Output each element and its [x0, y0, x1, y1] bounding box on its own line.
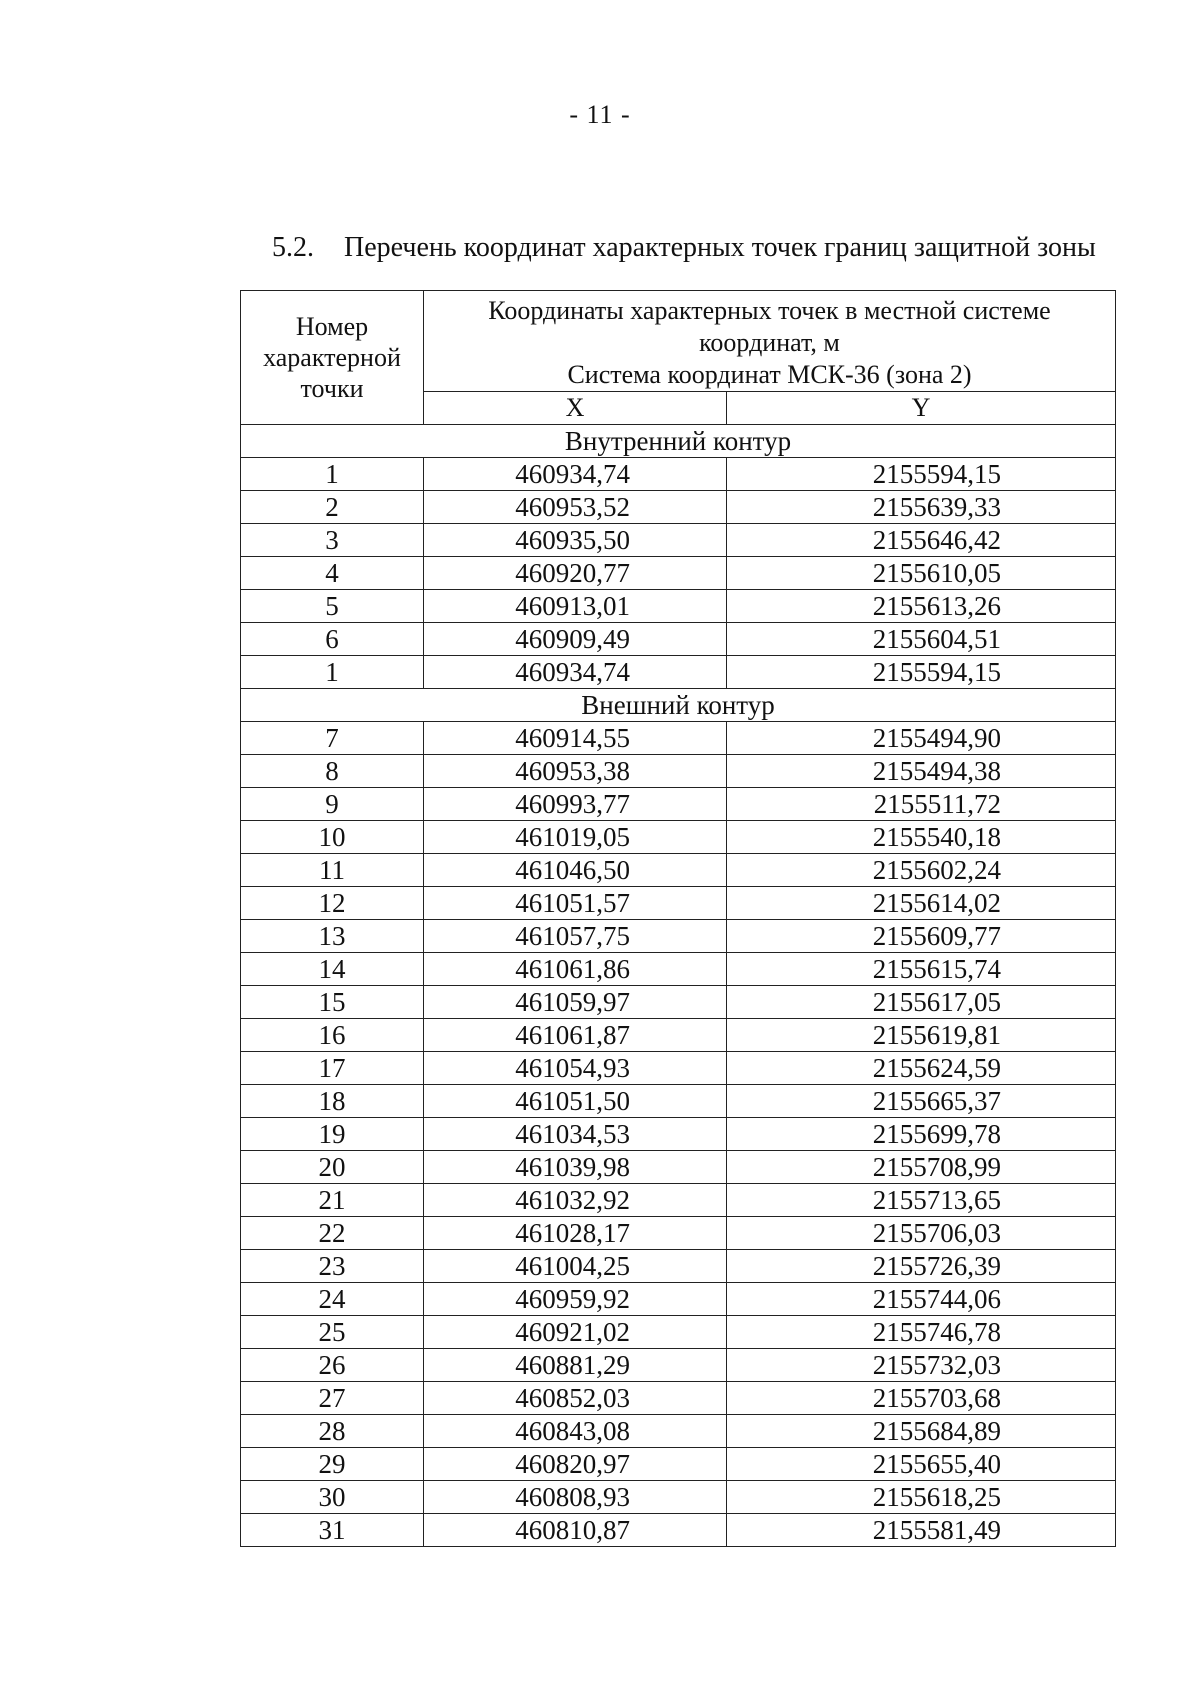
y-coordinate-cell: 2155726,39: [727, 1250, 1116, 1283]
y-coordinate-cell: 2155746,78: [727, 1316, 1116, 1349]
point-number-cell: 15: [241, 986, 424, 1019]
table-row: [241, 1085, 1116, 1118]
y-coordinate-cell: 2155609,77: [727, 920, 1116, 953]
y-coordinate-cell: 2155646,42: [727, 524, 1116, 557]
x-coordinate-cell: 460920,77: [424, 557, 727, 590]
header-row-main: [241, 291, 1116, 392]
x-coordinate-cell: 461059,97: [424, 986, 727, 1019]
x-coordinate-cell: 461004,25: [424, 1250, 727, 1283]
table-row: [241, 953, 1116, 986]
point-number-cell: 14: [241, 953, 424, 986]
section-row: [241, 689, 1116, 722]
y-coordinate-cell: 2155610,05: [727, 557, 1116, 590]
y-coordinate-cell: 2155665,37: [727, 1085, 1116, 1118]
x-coordinate-cell: 461046,50: [424, 854, 727, 887]
table-row: [241, 656, 1116, 689]
table-row: [241, 1316, 1116, 1349]
point-number-cell: 10: [241, 821, 424, 854]
point-number-cell: 7: [241, 722, 424, 755]
point-number-cell: 2: [241, 491, 424, 524]
x-coordinate-cell: 460820,97: [424, 1448, 727, 1481]
y-coordinate-cell: 2155494,38: [727, 755, 1116, 788]
point-number-cell: 9: [241, 788, 424, 821]
point-number-cell: 18: [241, 1085, 424, 1118]
x-coordinate-cell: 460993,77: [424, 788, 727, 821]
point-number-cell: 1: [241, 458, 424, 491]
x-coordinate-cell: 460810,87: [424, 1514, 727, 1547]
header-x: X: [424, 392, 727, 425]
table-row: [241, 1217, 1116, 1250]
point-number-cell: 17: [241, 1052, 424, 1085]
y-coordinate-cell: 2155744,06: [727, 1283, 1116, 1316]
x-coordinate-cell: 460914,55: [424, 722, 727, 755]
table-row: [241, 755, 1116, 788]
table-row: [241, 491, 1116, 524]
table-row: [241, 1052, 1116, 1085]
section-heading: Внешний контур: [241, 689, 1116, 722]
y-coordinate-cell: 2155703,68: [727, 1382, 1116, 1415]
section-heading: Внутренний контур: [241, 425, 1116, 458]
x-coordinate-cell: 461061,87: [424, 1019, 727, 1052]
table-header: [241, 291, 1116, 425]
header-coordinates-line1: Координаты характерных точек в местной системе координат, м: [488, 296, 1051, 357]
point-number-cell: 12: [241, 887, 424, 920]
point-number-cell: 16: [241, 1019, 424, 1052]
y-coordinate-cell: 2155713,65: [727, 1184, 1116, 1217]
y-coordinate-cell: 2155619,81: [727, 1019, 1116, 1052]
coordinates-table: [240, 290, 1116, 1547]
y-coordinate-cell: 2155699,78: [727, 1118, 1116, 1151]
section-title-text: Перечень координат характерных точек границ защитной зоны: [344, 232, 1096, 263]
point-number-cell: 5: [241, 590, 424, 623]
header-coordinates-line2: Система координат МСК-36 (зона 2): [567, 360, 972, 389]
point-number-cell: 21: [241, 1184, 424, 1217]
table-row: [241, 821, 1116, 854]
section-title: [272, 232, 1132, 264]
point-number-cell: 4: [241, 557, 424, 590]
y-coordinate-cell: 2155706,03: [727, 1217, 1116, 1250]
header-coordinates: [424, 291, 1116, 392]
y-coordinate-cell: 2155494,90: [727, 722, 1116, 755]
table-row: [241, 920, 1116, 953]
y-coordinate-cell: 2155594,15: [727, 458, 1116, 491]
x-coordinate-cell: 461032,92: [424, 1184, 727, 1217]
table-row: [241, 1019, 1116, 1052]
table-row: [241, 557, 1116, 590]
point-number-cell: 28: [241, 1415, 424, 1448]
table-row: [241, 1514, 1116, 1547]
point-number-cell: 25: [241, 1316, 424, 1349]
point-number-cell: 30: [241, 1481, 424, 1514]
section-number: 5.2.: [272, 232, 314, 263]
point-number-cell: 20: [241, 1151, 424, 1184]
x-coordinate-cell: 460953,52: [424, 491, 727, 524]
x-coordinate-cell: 461061,86: [424, 953, 727, 986]
table-row: [241, 590, 1116, 623]
x-coordinate-cell: 461051,50: [424, 1085, 727, 1118]
point-number-cell: 26: [241, 1349, 424, 1382]
y-coordinate-cell: 2155617,05: [727, 986, 1116, 1019]
point-number-cell: 23: [241, 1250, 424, 1283]
x-coordinate-cell: 460934,74: [424, 656, 727, 689]
table-row: [241, 1184, 1116, 1217]
x-coordinate-cell: 460852,03: [424, 1382, 727, 1415]
y-coordinate-cell: 2155655,40: [727, 1448, 1116, 1481]
header-y: Y: [727, 392, 1116, 425]
point-number-cell: 22: [241, 1217, 424, 1250]
y-coordinate-cell: 2155618,25: [727, 1481, 1116, 1514]
x-coordinate-cell: 461028,17: [424, 1217, 727, 1250]
y-coordinate-cell: 2155684,89: [727, 1415, 1116, 1448]
table-row: [241, 1250, 1116, 1283]
x-coordinate-cell: 461019,05: [424, 821, 727, 854]
x-coordinate-cell: 461039,98: [424, 1151, 727, 1184]
table-row: [241, 854, 1116, 887]
x-coordinate-cell: 461051,57: [424, 887, 727, 920]
x-coordinate-cell: 460843,08: [424, 1415, 727, 1448]
y-coordinate-cell: 2155540,18: [727, 821, 1116, 854]
y-coordinate-cell: 2155604,51: [727, 623, 1116, 656]
y-coordinate-cell: 2155732,03: [727, 1349, 1116, 1382]
y-coordinate-cell: 2155708,99: [727, 1151, 1116, 1184]
table-row: [241, 1448, 1116, 1481]
y-coordinate-cell: 2155624,59: [727, 1052, 1116, 1085]
table-row: [241, 1481, 1116, 1514]
x-coordinate-cell: 460953,38: [424, 755, 727, 788]
y-coordinate-cell: 2155614,02: [727, 887, 1116, 920]
table-row: [241, 722, 1116, 755]
point-number-cell: 3: [241, 524, 424, 557]
table-row: [241, 1415, 1116, 1448]
y-coordinate-cell: 2155615,74: [727, 953, 1116, 986]
y-coordinate-cell: 2155639,33: [727, 491, 1116, 524]
table-row: [241, 1349, 1116, 1382]
x-coordinate-cell: 460921,02: [424, 1316, 727, 1349]
table-row: [241, 788, 1116, 821]
table-row: [241, 1151, 1116, 1184]
y-coordinate-cell: 2155511,72: [727, 788, 1116, 821]
point-number-cell: 24: [241, 1283, 424, 1316]
point-number-cell: 29: [241, 1448, 424, 1481]
page-number: - 11 -: [569, 100, 631, 129]
table-row: [241, 986, 1116, 1019]
x-coordinate-cell: 460959,92: [424, 1283, 727, 1316]
x-coordinate-cell: 460934,74: [424, 458, 727, 491]
y-coordinate-cell: 2155613,26: [727, 590, 1116, 623]
table-row: [241, 623, 1116, 656]
point-number-cell: 6: [241, 623, 424, 656]
point-number-cell: 19: [241, 1118, 424, 1151]
y-coordinate-cell: 2155581,49: [727, 1514, 1116, 1547]
table-body: [241, 425, 1116, 1547]
table-row: [241, 1382, 1116, 1415]
y-coordinate-cell: 2155594,15: [727, 656, 1116, 689]
y-coordinate-cell: 2155602,24: [727, 854, 1116, 887]
x-coordinate-cell: 461057,75: [424, 920, 727, 953]
table-row: [241, 1283, 1116, 1316]
x-coordinate-cell: 460808,93: [424, 1481, 727, 1514]
point-number-cell: 8: [241, 755, 424, 788]
point-number-cell: 1: [241, 656, 424, 689]
x-coordinate-cell: 460913,01: [424, 590, 727, 623]
table-row: [241, 887, 1116, 920]
x-coordinate-cell: 461054,93: [424, 1052, 727, 1085]
x-coordinate-cell: 460881,29: [424, 1349, 727, 1382]
point-number-cell: 13: [241, 920, 424, 953]
table-row: [241, 458, 1116, 491]
x-coordinate-cell: 460935,50: [424, 524, 727, 557]
section-row: [241, 425, 1116, 458]
point-number-cell: 31: [241, 1514, 424, 1547]
x-coordinate-cell: 460909,49: [424, 623, 727, 656]
point-number-cell: 27: [241, 1382, 424, 1415]
table-row: [241, 524, 1116, 557]
x-coordinate-cell: 461034,53: [424, 1118, 727, 1151]
table-row: [241, 1118, 1116, 1151]
header-point-number: Номер характерной точки: [241, 291, 424, 425]
point-number-cell: 11: [241, 854, 424, 887]
